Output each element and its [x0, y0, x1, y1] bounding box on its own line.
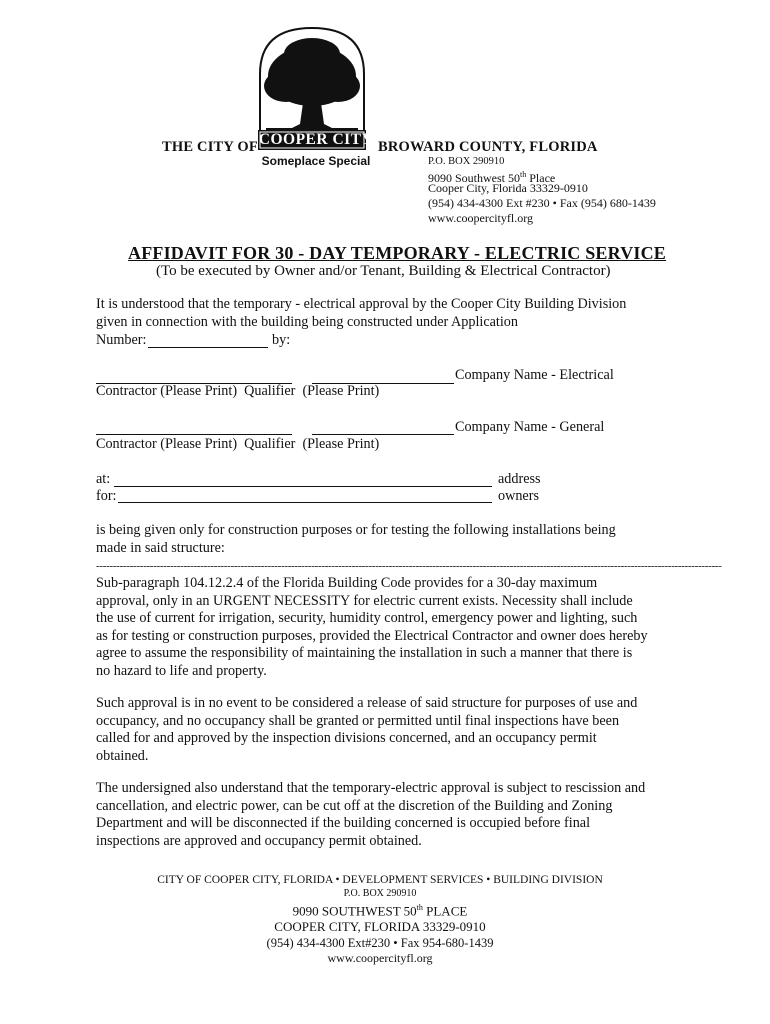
application-number-field[interactable] — [148, 347, 268, 348]
form-title: AFFIDAVIT FOR 30 - DAY TEMPORARY - ELECTRIC SERVICE — [128, 243, 667, 263]
at-label: at: — [96, 471, 111, 487]
header-po-box: P.O. BOX 290910 — [428, 156, 505, 167]
general-company-label: Company Name - General — [455, 419, 605, 435]
county-label: BROWARD COUNTY, FLORIDA — [378, 139, 598, 155]
general-company-field[interactable] — [312, 434, 454, 435]
footer — [100, 873, 660, 966]
address-label: address — [498, 471, 541, 487]
footer-phone: (954) 434-4300 Ext#230 • Fax 954-680-1439 — [266, 935, 494, 950]
header-phone: (954) 434-4300 Ext #230 • Fax (954) 680-1439 — [428, 196, 656, 210]
owners-label: owners — [498, 488, 539, 504]
footer-division: CITY OF COOPER CITY, FLORIDA • DEVELOPMENT SERVICES • BUILDING DIVISION — [157, 874, 603, 886]
purpose-line-2: made in said structure: — [96, 540, 225, 556]
form-subtitle: (To be executed by Owner and/or Tenant, Building & Electrical Contractor) — [156, 263, 611, 279]
electrical-contractor-label: Contractor (Please Print) Qualifier (Please Print) — [96, 383, 380, 399]
by-label: by: — [272, 332, 291, 348]
paragraph-occupancy: Such approval is in no event to be considered a release of said structure for purposes of use and occupancy, and no occupancy shall be granted or permitted until final inspections have been called for and approved by the inspection divisions concerned, and an occupancy permit obtained. — [96, 695, 638, 764]
logo-tagline: Someplace Special — [261, 154, 371, 168]
dashed-divider: ------------------------------------------------------------------------------------------------------------------------------------------------------------------------------------------ — [96, 560, 722, 572]
purpose-line-1: is being given only for construction purposes or for testing the following installations being — [96, 522, 616, 538]
paragraph-necessity: Sub-paragraph 104.12.2.4 of the Florida Building Code provides for a 30-day maximum approval, only in an URGENT NECESSITY for electric current exists. Necessity shall include the use of current for irrigation, security, humidity control, emergency power and lighting, such as for testing or construction purposes, provided the Electrical Contractor and owner does hereby agree to assume the responsibility of maintaining the installation in such a manner that there is no hazard to life and property. — [96, 575, 648, 679]
electrical-company-label: Company Name - Electrical — [455, 367, 614, 383]
general-contractor-label: Contractor (Please Print) Qualifier (Please Print) — [96, 436, 380, 452]
owners-field[interactable] — [118, 502, 492, 503]
header-street: 9090 Southwest 50th Place — [428, 170, 556, 185]
city-of-label: THE CITY OF — [162, 139, 258, 155]
footer-po-box: P.O. BOX 290910 — [343, 887, 417, 899]
footer-website: www.coopercityfl.org — [327, 950, 433, 965]
address-field[interactable] — [114, 486, 492, 487]
footer-city-state: COOPER CITY, FLORIDA 33329-0910 — [274, 918, 486, 934]
intro-line-1: It is understood that the temporary - electrical approval by the Cooper City Building Division — [96, 296, 627, 312]
for-label: for: — [96, 488, 117, 504]
logo-banner-text: COOPER CITY — [258, 131, 374, 148]
city-logo — [252, 24, 372, 174]
header-city-state: Cooper City, Florida 33329-0910 — [428, 181, 588, 195]
footer-street: 9090 SOUTHWEST 50th PLACE — [292, 902, 468, 918]
general-contractor-field[interactable] — [96, 434, 292, 435]
number-label: Number: — [96, 332, 147, 348]
header-website: www.coopercityfl.org — [428, 211, 533, 225]
paragraph-rescission: The undersigned also understand that the temporary-electric approval is subject to rescission and cancellation, and electric power, can be cut off at the discretion of the Building and Zoning Department and will be disconnected if the building concerned is occupied before final inspections are approved and occupancy permit obtained. — [96, 780, 646, 849]
intro-line-2: given in connection with the building being constructed under Application — [96, 314, 518, 330]
